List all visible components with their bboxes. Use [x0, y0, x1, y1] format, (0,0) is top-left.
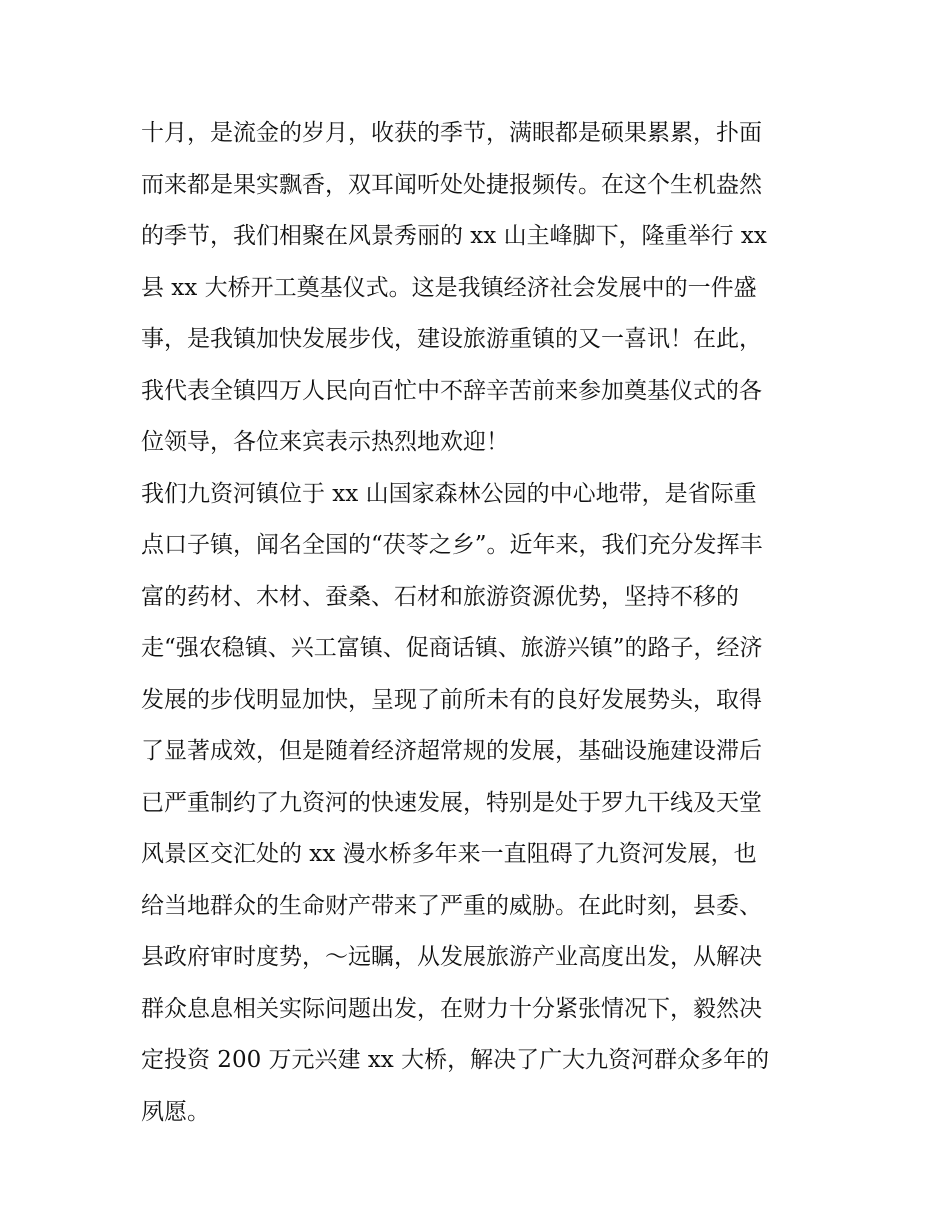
text-line: 富的药材、木材、蚕桑、石材和旅游资源优势，坚持不移的: [141, 583, 739, 610]
text-line: 风景区交汇处的 xx 漫水桥多年来一直阻碍了九资河发展，也: [141, 841, 757, 867]
text-line: 位领导，各位来宾表示热烈地欢迎！: [141, 429, 509, 455]
text-line: 群众息息相关实际问题出发，在财力十分紧张情况下，毅然决: [141, 995, 762, 1022]
text-line: 而来都是果实飘香，双耳闻听处处捷报频传。在这个生机盎然: [141, 171, 762, 198]
text-line: 的季节，我们相聚在风景秀丽的 xx 山主峰脚下，隆重举行 xx: [141, 223, 767, 249]
paragraph-2: [141, 469, 821, 1139]
text-line: 十月，是流金的岁月，收获的季节，满眼都是硕果累累，扑面: [141, 120, 762, 146]
text-line: 走“强农稳镇、兴工富镇、促商话镇、旅游兴镇”的路子，经济: [141, 635, 763, 661]
text-line: 我代表全镇四万人民向百忙中不辞辛苦前来参加奠基仪式的各: [141, 377, 762, 404]
text-line: 事，是我镇加快发展步伐，建设旅游重镇的又一喜讯！在此，: [141, 326, 762, 352]
text-line: 定投资 200 万元兴建 xx 大桥，解决了广大九资河群众多年的: [141, 1047, 770, 1073]
text-line: 发展的步伐明显加快，呈现了前所未有的良好发展势头，取得: [141, 686, 762, 713]
text-line: 给当地群众的生命财产带来了严重的威胁。在此时刻，县委、: [141, 892, 762, 919]
text-line: 点口子镇，闻名全国的“茯苓之乡”。近年来，我们充分发挥丰: [141, 532, 763, 558]
document-body: [141, 108, 821, 1138]
text-line: 已严重制约了九资河的快速发展，特别是处于罗九干线及天堂: [141, 789, 762, 816]
text-line: 县政府审时度势，～远瞩，从发展旅游产业高度出发，从解决: [141, 944, 762, 970]
paragraph-1: [141, 108, 821, 469]
text-line: 县 xx 大桥开工奠基仪式。这是我镇经济社会发展中的一件盛: [141, 274, 757, 301]
text-line: 我们九资河镇位于 xx 山国家森林公园的中心地带，是省际重: [141, 480, 757, 507]
text-line: 了显著成效，但是随着经济超常规的发展，基础设施建设滞后: [141, 738, 762, 764]
text-line: 夙愿。: [141, 1098, 210, 1125]
